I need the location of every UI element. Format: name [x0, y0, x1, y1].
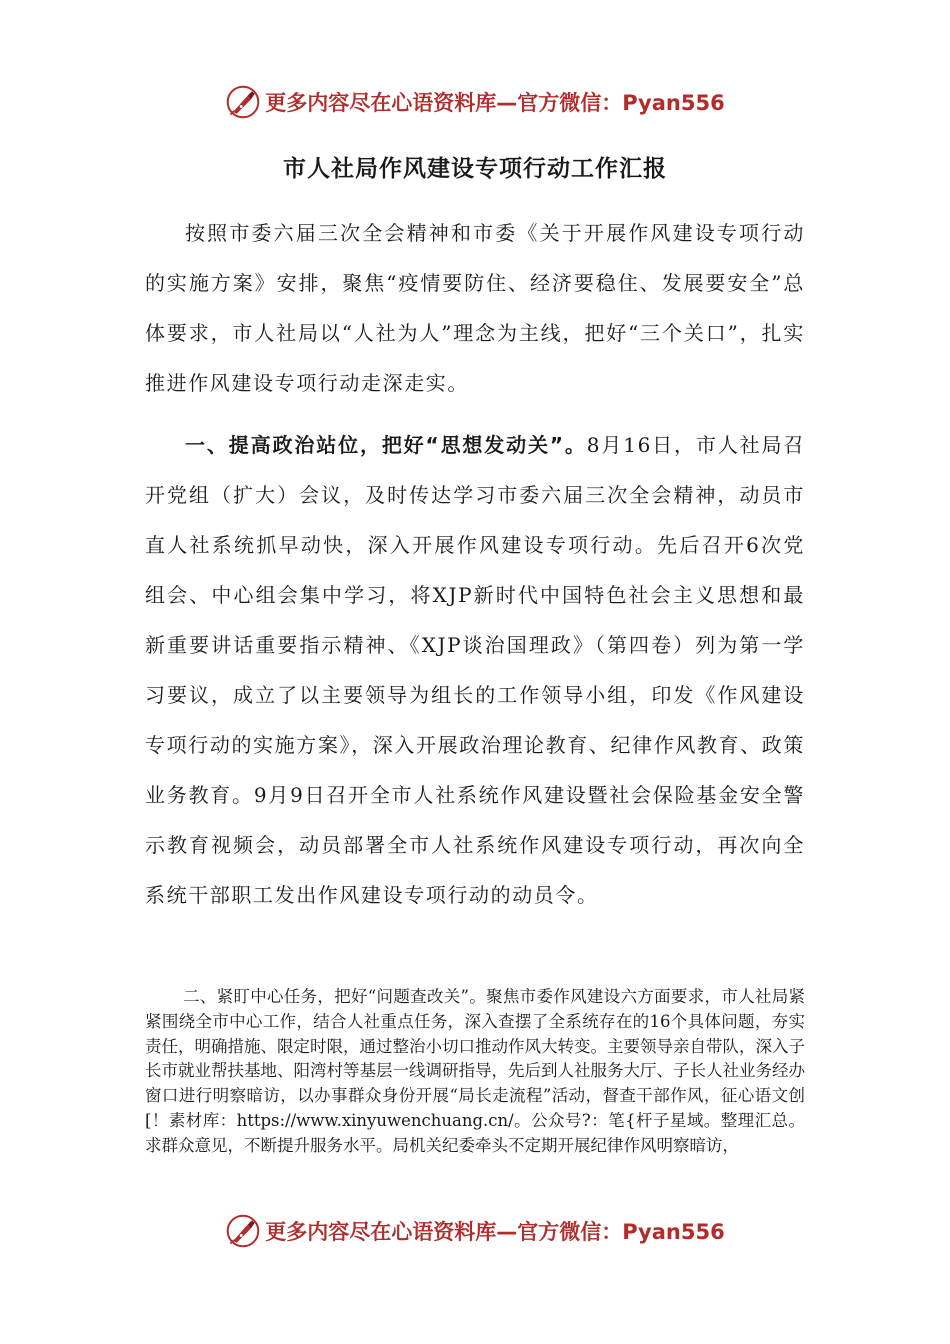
banner-text: 更多内容尽在心语资料库—官方微信：Pyan556: [265, 91, 725, 115]
section-one-paragraph: [145, 420, 805, 970]
document-title: 市人社局作风建设专项行动工作汇报: [283, 156, 667, 182]
pen-nib-circle-icon: [225, 1213, 261, 1249]
footer-banner: [0, 1211, 950, 1251]
intro-paragraph: 按照市委六届三次全会精神和市委《关于开展作风建设专项行动的实施方案》安排，聚焦“疫情要防住、经济要稳住、发展要安全”总体要求，市人社局以“人社为人”理念为主线，把好“三个关口”，扎实推进作风建设专项行动走深走实。: [145, 221, 805, 395]
section-two-paragraph: 二、紧盯中心任务，把好“问题查改关”。聚焦市委作风建设六方面要求，市人社局紧紧围绕全市中心工作，结合人社重点任务，深入查摆了全系统存在的16个具体问题，夯实责任，明确措施、限定时限，通过整治小切口推动作风大转变。主要领导亲自带队，深入子长市就业帮扶基地、阳湾村等基层一线调研指导，先后到人社服务大厅、子长人社业务经办窗口进行明察暗访，以办事群众身份开展“局长走流程”活动，督查干部作风，征心语文创[！素材库：https://www.xinyuwenchuang.cn/。公众号?：笔{杆子星域。整理汇总。求群众意见，不断提升服务水平。局机关纪委牵头不定期开展纪律作风明察暗访，: [145, 987, 805, 1155]
section-one-text: 8月16日，市人社局召开党组（扩大）会议，及时传达学习市委六届三次全会精神，动员市直人社系统抓早动快，深入开展作风建设专项行动。先后召开6次党组会、中心组会集中学习，将XJP新时代中国特色社会主义思想和最新重要讲话重要指示精神、《XJP谈治国理政》（第四卷）列为第一学习要议，成立了以主要领导为组长的工作领导小组，印发《作风建设专项行动的实施方案》，深入开展政治理论教育、纪律作风教育、政策业务教育。9月9日召开全市人社系统作风建设暨社会保险基金安全警示教育视频会，动员部署全市人社系统作风建设专项行动，再次向全系统干部职工发出作风建设专项行动的动员令。: [145, 433, 805, 907]
banner-text: 更多内容尽在心语资料库—官方微信：Pyan556: [265, 1220, 725, 1244]
header-banner: [0, 82, 950, 122]
pen-nib-circle-icon: [225, 84, 261, 120]
section-one-heading: 一、提高政治站位，把好“思想发动关”。: [185, 433, 587, 457]
